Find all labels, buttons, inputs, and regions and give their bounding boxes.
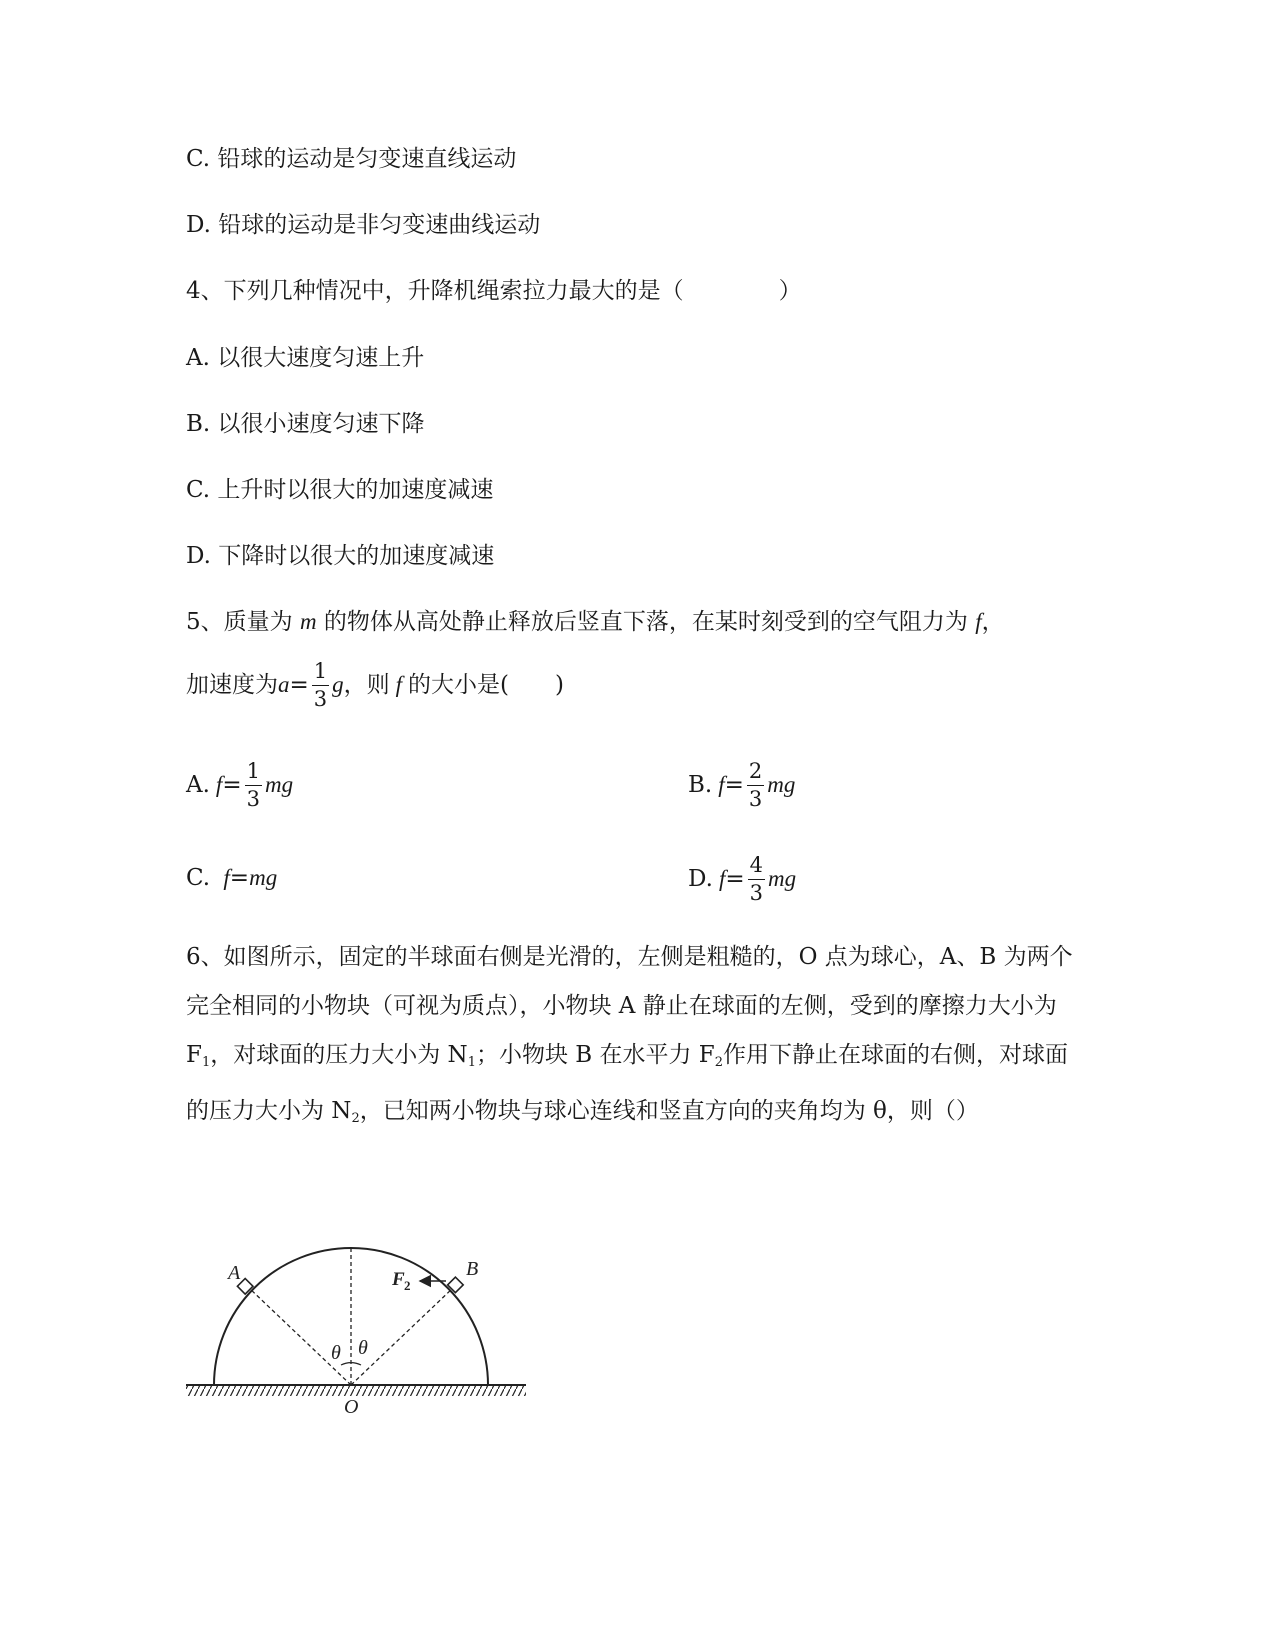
q5-opt-d-num: 4	[748, 855, 765, 880]
q5-var-g: g	[332, 672, 344, 697]
hemisphere-arc	[214, 1248, 488, 1385]
q6-sub-2: 1	[467, 1055, 476, 1070]
label-f: F	[392, 1269, 405, 1290]
q4-stem	[186, 276, 802, 306]
q5-opt-b-den: 3	[748, 786, 763, 811]
q5-option-d	[688, 844, 796, 914]
q5-opt-a-mg: mg	[264, 772, 294, 797]
q6-sub-3: 2	[714, 1055, 724, 1070]
q6-text-1: 6、如图所示，固定的半球面右侧是光滑的，左侧是粗糙的，O 点为球心，A、B 为两个完全相同的小物块（可视为质点），小物块 A 静止在球面的左侧，受到的摩擦力大小为 F	[186, 944, 1073, 1068]
q5-opt-d-frac	[748, 852, 765, 905]
q5-text-1c: ，	[981, 609, 1005, 635]
q5-opt-d-den: 3	[749, 880, 763, 905]
q5-fraction	[312, 658, 329, 711]
q5-option-a	[186, 750, 293, 820]
q5-text-1a: 5、质量为	[186, 609, 293, 635]
q5-frac-den: 3	[313, 686, 328, 711]
q5-opt-a-frac	[245, 758, 262, 811]
q6-sub-4: 2	[351, 1111, 360, 1126]
q6-text-4: 作用下静止在球面的右侧，对球面的压力大小为 N	[186, 1042, 1069, 1124]
q4-option-a: A. 以很大速度匀速上升	[186, 345, 425, 371]
q5-opt-a-eq: =	[222, 772, 242, 798]
q5-opt-b-label: B.	[688, 772, 713, 798]
q5-var-f-2: f	[395, 672, 403, 697]
q5-opt-b-mg: mg	[767, 772, 796, 797]
label-b: B	[466, 1258, 479, 1280]
q6-text-3: ；小物块 B 在水平力 F	[475, 1042, 715, 1068]
q3-option-d: D. 铅球的运动是非匀变速曲线运动	[186, 212, 541, 238]
q5-opt-b-frac	[747, 758, 764, 811]
q5-opt-c-label: C.	[186, 865, 211, 891]
radius-to-b	[351, 1287, 454, 1385]
q5-frac-num: 1	[312, 661, 329, 686]
q5-opt-a-label: A.	[186, 772, 210, 798]
q5-text-1b: 的物体从高处静止释放后竖直下落，在某时刻受到的空气阻力为	[323, 609, 968, 635]
q5-opt-d-label: D.	[688, 866, 713, 892]
q5-text-2a: 加速度为	[186, 672, 278, 698]
q5-text-2b: ，则	[343, 672, 390, 698]
q5-var-m: m	[299, 609, 317, 634]
q5-opt-b-num: 2	[747, 761, 764, 786]
q5-option-c	[186, 863, 277, 893]
q5-opt-d-mg: mg	[767, 866, 797, 891]
q3-option-c: C. 铅球的运动是匀变速直线运动	[186, 146, 517, 172]
q5-opt-c-mg: mg	[249, 865, 278, 890]
hemisphere-figure	[186, 1245, 546, 1415]
q5-opt-c-eq: =	[229, 865, 250, 891]
q6-text-2: ，对球面的压力大小为 N	[210, 1042, 468, 1068]
label-a: A	[228, 1262, 241, 1284]
label-o: O	[344, 1396, 359, 1415]
q5-opt-a-den: 3	[246, 786, 260, 811]
ground-hatching	[186, 1385, 526, 1396]
q6-sub-1: 1	[201, 1055, 211, 1070]
q5-var-a: a	[278, 672, 290, 697]
q5-opt-b-eq: =	[724, 772, 744, 798]
label-theta-right: θ	[358, 1337, 368, 1359]
q5-eq: =	[289, 672, 309, 698]
q5-opt-a-f: f	[215, 772, 223, 797]
q5-stem-line2	[186, 650, 564, 720]
q5-stem-line1	[186, 607, 1005, 637]
q4-stem-close: ）	[778, 278, 802, 304]
q4-option-b: B. 以很小速度匀速下降	[186, 411, 425, 437]
q5-opt-d-f: f	[718, 866, 726, 891]
q5-opt-d-eq: =	[725, 866, 745, 892]
q5-var-f: f	[975, 609, 982, 634]
q5-option-b	[688, 750, 795, 820]
label-f-sub: 2	[404, 1278, 411, 1293]
q5-opt-a-num: 1	[245, 761, 262, 786]
q6-text-5: ，已知两小物块与球心连线和竖直方向的夹角均为 θ，则（）	[359, 1098, 979, 1124]
label-theta-left: θ	[331, 1342, 341, 1364]
q4-stem-text: 4、下列几种情况中，升降机绳索拉力最大的是（	[186, 278, 684, 304]
q5-text-2c: 的大小是( )	[408, 672, 564, 698]
q4-option-c: C. 上升时以很大的加速度减速	[186, 477, 494, 503]
q5-opt-b-f: f	[718, 772, 725, 797]
radius-to-a	[248, 1287, 351, 1385]
q5-opt-c-f: f	[223, 865, 230, 890]
q6-stem	[186, 933, 1091, 1143]
q4-option-d: D. 下降时以很大的加速度减速	[186, 543, 495, 569]
